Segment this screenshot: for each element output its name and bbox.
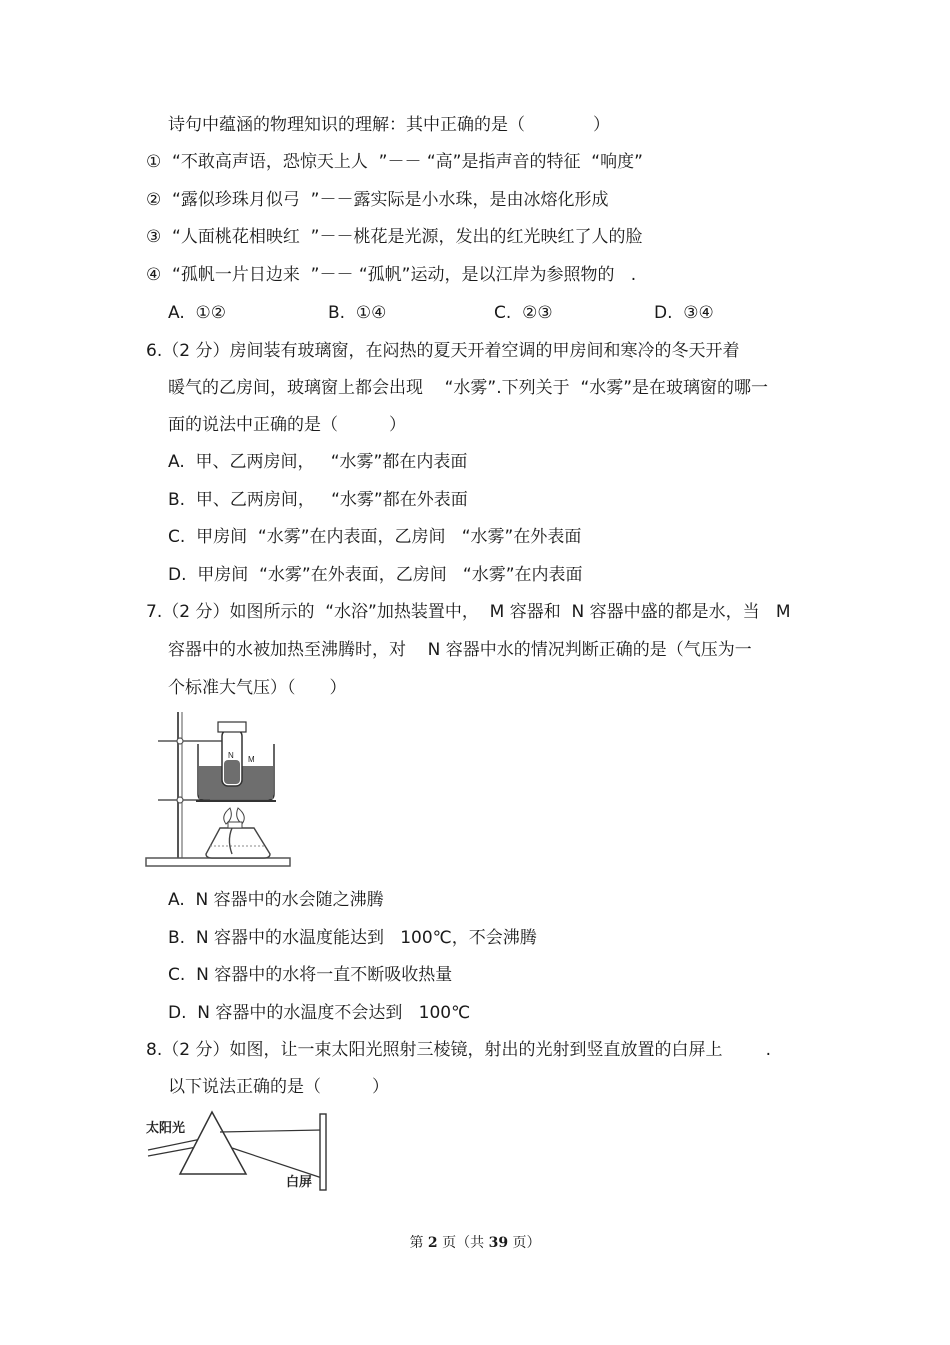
prism-figure [140, 1108, 340, 1194]
q7-stem-line-3: 个标准大气压）（ ） [168, 678, 347, 698]
q5-statement-1: ① “不敢高声语，恐惊天上人 ”－－ “高”是指声音的特征 “响度” [146, 152, 643, 172]
q6-stem-line-1: 6.（2 分）房间装有玻璃窗，在闷热的夏天开着空调的甲房间和寒冷的冬天开着 [146, 341, 740, 361]
lamp-cap [228, 822, 242, 828]
footer-total-pages: 39 [488, 1235, 509, 1251]
q6-stem-line-2: 暖气的乙房间，玻璃窗上都会出现 “水雾”.下列关于 “水雾”是在玻璃窗的哪一 [168, 378, 769, 398]
q6-option-b: B. 甲、乙两房间， “水雾”都在外表面 [168, 490, 468, 510]
alcohol-lamp [206, 828, 270, 858]
page-footer [0, 1232, 950, 1252]
q5-statement-2: ② “露似珍珠月似弓 ”－－露实际是小水珠，是由冰熔化形成 [146, 190, 609, 210]
q6-option-c: C. 甲房间 “水雾”在内表面，乙房间 “水雾”在外表面 [168, 527, 582, 547]
q5-statement-4: ④ “孤帆一片日边来 ”－－ “孤帆”运动，是以江岸为参照物的 . [146, 265, 637, 285]
label-screen: 白屏 [286, 1175, 313, 1190]
water-bath-apparatus-figure [140, 708, 300, 876]
q8-stem-line-1: 8.（2 分）如图，让一束太阳光照射三棱镜，射出的光射到竖直放置的白屏上 . [146, 1040, 772, 1060]
footer-page-number: 2 [427, 1235, 438, 1251]
q5-option-c: C. ②③ [494, 303, 553, 323]
q7-stem-line-1: 7.（2 分）如图所示的 “水浴”加热装置中， M 容器和 N 容器中盛的都是水，当 M [146, 602, 791, 622]
label-sunlight: 太阳光 [146, 1121, 186, 1136]
q5-intro-line: 诗句中蕴涵的物理知识的理解：其中正确的是（ ） [168, 115, 610, 135]
q7-option-c: C. N 容器中的水将一直不断吸收热量 [168, 965, 453, 985]
ring-clamp-knob [177, 797, 183, 803]
q7-stem-line-2: 容器中的水被加热至沸腾时，对 N 容器中水的情况判断正确的是（气压为一 [168, 640, 752, 660]
q7-option-b: B. N 容器中的水温度能达到 100℃，不会沸腾 [168, 928, 537, 948]
stand-base [146, 858, 290, 866]
prism [180, 1112, 246, 1174]
footer-prefix: 第 [409, 1235, 428, 1251]
white-screen [320, 1114, 326, 1190]
upper-clamp-knob [177, 738, 183, 744]
q6-option-d: D. 甲房间 “水雾”在外表面，乙房间 “水雾”在内表面 [168, 565, 583, 585]
tube-n-stopper [218, 722, 246, 732]
tube-n-water [224, 760, 240, 784]
footer-middle: 页（共 [437, 1235, 489, 1251]
q5-option-d: D. ③④ [654, 303, 714, 323]
q7-option-a: A. N 容器中的水会随之沸腾 [168, 890, 384, 910]
q5-option-a: A. ①② [168, 303, 227, 323]
q5-statement-3: ③ “人面桃花相映红 ”－－桃花是光源，发出的红光映红了人的脸 [146, 227, 643, 247]
label-m: M [248, 755, 255, 764]
q6-stem-line-3: 面的说法中正确的是（ ） [168, 415, 406, 435]
q7-option-d: D. N 容器中的水温度不会达到 100℃ [168, 1003, 471, 1023]
refracted-ray-top [220, 1130, 322, 1132]
q5-option-b: B. ①④ [328, 303, 387, 323]
q8-stem-line-2: 以下说法正确的是（ ） [168, 1077, 389, 1097]
label-n: N [228, 751, 234, 760]
footer-suffix: 页） [508, 1235, 541, 1251]
q6-option-a: A. 甲、乙两房间， “水雾”都在内表面 [168, 452, 468, 472]
